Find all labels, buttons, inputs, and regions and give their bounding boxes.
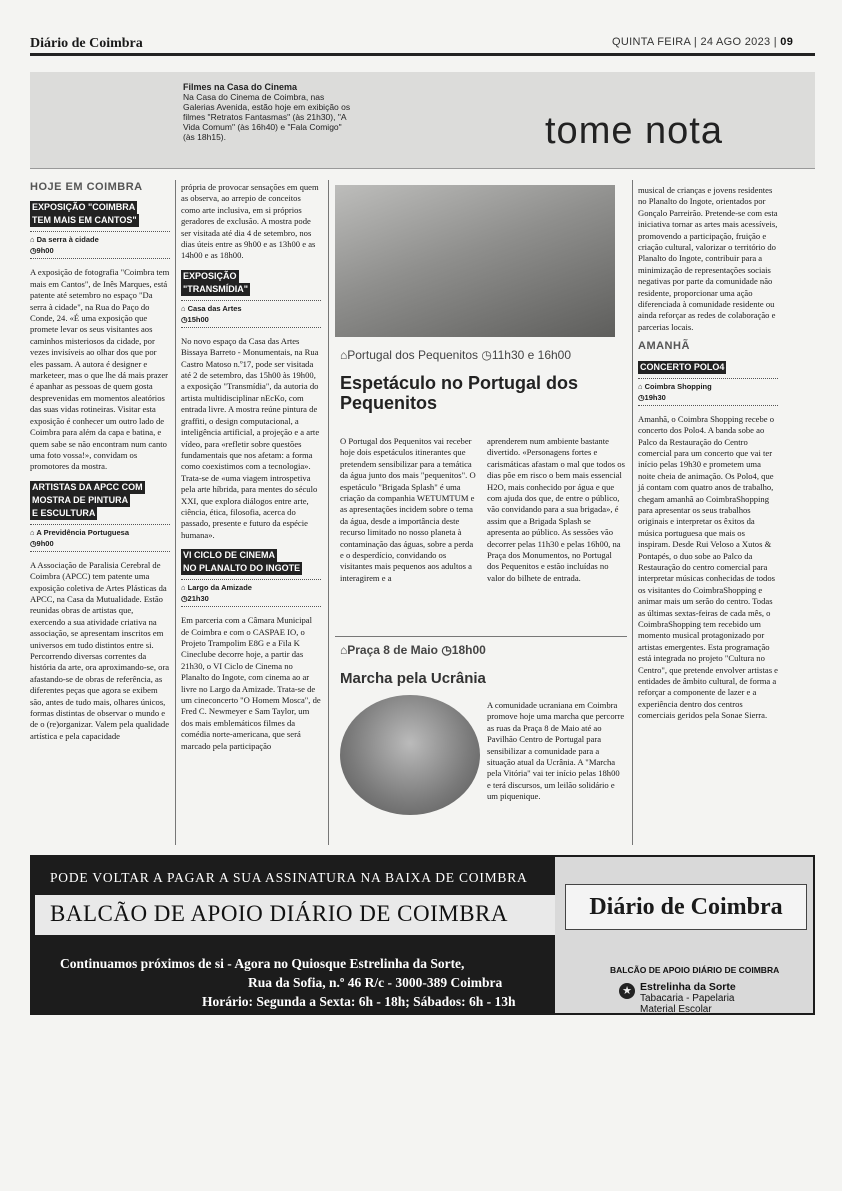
story-divider — [335, 636, 627, 637]
story-time: 11h30 e 16h00 — [491, 348, 572, 362]
event-text: musical de crianças e jovens residentes no Planalto do Ingote, orientados por Gonçalo Parreirão. Pretende-se com esta iniciativa tornar as artes mais acessíveis, promovendo a participação, fruição e criação cultural, valorizar o território do Planalto do Ingote, contribuir para a minimização de representações sociais negativas por parte da comunidade não residente, proporcionar uma ação diferenciada à comunidade residente ou ainda reforçar as redes de colaboração e parcerias locais. — [638, 185, 778, 332]
event-tag: E ESCULTURA — [32, 507, 96, 518]
ad-line3: Continuamos próximos de si - Agora no Quiosque Estrelinha da Sorte, — [60, 956, 465, 971]
event-tag: NO PLANALTO DO INGOTE — [183, 563, 301, 574]
event-time: 9h00 — [36, 246, 54, 256]
films-text: Na Casa do Cinema de Coimbra, nas Galerias Avenida, estão hoje em exibição os filmes "Retratos Fantasmas" (às 21h30), "A Vida Comum" (às 16h40) e "Fala Comigo" (às 18h15). — [183, 92, 351, 142]
event-tag: CONCERTO POLO4 — [640, 361, 725, 372]
clock-icon: ◷ — [441, 643, 452, 657]
films-title: Filmes na Casa do Cinema — [183, 82, 298, 92]
clock-icon: ◷ — [30, 246, 37, 256]
column-hoje — [30, 182, 170, 742]
location-icon: ⌂ — [30, 235, 35, 245]
event-text: A exposição de fotografia "Coimbra tem mais em Cantos", de Inês Marques, está patente até setembro no espaço "Da serra à cidade", na Rua do Paço do Conde, 24. «É uma exposição que promete levar os seus visitantes aos caminhos misteriosos da cidade, por vezes invisíveis ao olhar dos que por eles passam. A autora é designer e marketeer, mas o que lhe dá mais prazer é apanhar as pessoas de quem gosta desprevenidas em momentos aleatórios das suas vidas rotineiras. Visitar esta exposição é conhecer um outro lado de Coimbra para além da capa e batina, e quem sabe se não encontram num canto uma foto vossa!», convidam os promotores da mostra. — [30, 267, 170, 472]
event-meta — [181, 300, 321, 328]
location-icon: ⌂ — [340, 643, 348, 657]
column-divider — [328, 180, 329, 845]
dateline — [612, 36, 793, 48]
ad-line4: Rua da Sofia, n.º 46 R/c - 3000-389 Coimbra — [248, 975, 503, 990]
section-hoje: HOJE EM COIMBRA — [30, 181, 143, 193]
page-number: 09 — [780, 36, 794, 48]
story-text: A comunidade ucraniana em Coimbra promove hoje uma marcha que percorre as ruas da Praça 8 de Maio até ao Pavilhão Centro de Portugal para sensibilizar a comunidade para a situação atual da Ucrânia. A "Marcha pela Vitória" vai ter início pelas 18h00 e terá discursos, um leilão solidário e um piquenique. — [487, 700, 625, 802]
star-icon: ★ — [619, 983, 635, 999]
event-meta — [30, 524, 170, 552]
ad-line5: Horário: Segunda a Sexta: 6h - 18h; Sábados: 6h - 13h — [202, 994, 516, 1009]
films-note — [183, 82, 353, 142]
location-icon: ⌂ — [638, 381, 643, 391]
date-text: QUINTA FEIRA | 24 AGO 2023 | — [612, 36, 777, 48]
event-meta — [638, 378, 778, 406]
event-text: A Associação de Paralisia Cerebral de Coimbra (APCC) tem patente uma exposição coletiva de Artes Plásticas da APCC, na Casa da Mutualidade. Estão reunidas obras de artistas que, exercendo a sua atividade criativa na associação, se apresentam inscritos em universos em tudo distintos entre si. Percorrendo diversas correntes da história da arte, ora aproximando-se, ora afastando-se de obras de referência, as diferentes peças que agora se exibem são, antes de tudo mais, olhares únicos, formas distintas de observar o mundo e de o (re)organizar. Valem pela qualidade artística e pela capacidade — [30, 559, 170, 741]
location-icon: ⌂ — [181, 583, 186, 593]
story-location: ⌂Portugal dos Pequenitos ◷11h30 e 16h00 — [340, 348, 572, 362]
ad-line1: PODE VOLTAR A PAGAR A SUA ASSINATURA NA BAIXA DE COIMBRA — [50, 870, 528, 885]
event-text: Em parceria com a Câmara Municipal de Coimbra e com o CASPAE IO, o Projeto Trampolim E8G e a Fila K Cineclube decorre hoje, a partir das 21h30, o VI Ciclo de Cinema no Planalto do Ingote, com cinema ao ar livre no Largo da Amizade. Trata-se de um cineconcerto "O Homem Mosca", de Fred C. Newmeyer e Sam Taylor, um dos mais emblemáticos filmes da comédia norte-americana, que será marcado pela participação — [181, 615, 321, 751]
header-rule — [30, 53, 815, 56]
clock-icon: ◷ — [481, 348, 492, 362]
clock-icon: ◷ — [181, 594, 188, 604]
event-place: Coimbra Shopping — [644, 381, 712, 391]
column-divider — [175, 180, 176, 845]
event-meta — [181, 579, 321, 607]
event-meta — [30, 231, 170, 259]
shop-line2: Material Escolar — [640, 1004, 712, 1015]
clock-icon: ◷ — [30, 538, 37, 548]
photo-marcha — [340, 695, 480, 815]
event-tag: ARTISTAS DA APCC COM — [32, 481, 143, 492]
event-text: própria de provocar sensações em quem as observa, ao arrepio de conceitos como arte inclusiva, em si próprios geradores de exclusão. A mostra pode ser visitada até dia 4 de setembro, nos dias úteis entre as 9h00 e as 13h00 e as 14h00 e as 18h00. — [181, 182, 319, 261]
event-tag: EXPOSIÇÃO "COIMBRA — [32, 202, 136, 213]
story-text: O Portugal dos Pequenitos vai receber hoje dois espetáculos itinerantes que pretendem sensibilizar para a temática da água junto dos mais "pequenitos". O espetáculo "Brigada Splash" é uma criação da companhia WETUMTUM e as apresentações incidem sobre o tema da água, desde a importância deste recurso limitado no nosso planeta à contaminação das águas, sobre a perda e o desperdício, convidando os visitantes mais pequenos aos adultos a interagirem e a — [340, 436, 476, 583]
column-divider — [632, 180, 633, 845]
event-place: Da serra à cidade — [36, 235, 99, 245]
ad-logo: Diário de Coimbra — [565, 884, 807, 930]
event-tag: EXPOSIÇÃO — [183, 270, 237, 281]
event-tag: TEM MAIS EM CANTOS" — [32, 215, 137, 226]
clock-icon: ◷ — [638, 392, 645, 402]
photo-brigada-splash — [335, 185, 615, 337]
ad-balcao: BALCÃO DE APOIO DIÁRIO DE COIMBRA — [610, 965, 780, 975]
shop-line1: Tabacaria - Papelaria — [640, 993, 735, 1004]
ad-shop — [640, 982, 736, 1015]
location-icon: ⌂ — [340, 348, 348, 362]
column-2 — [181, 182, 321, 752]
event-place: Largo da Amizade — [187, 583, 252, 593]
ad-title: BALCÃO DE APOIO DIÁRIO DE COIMBRA — [50, 901, 508, 926]
story-headline: Marcha pela Ucrânia — [340, 670, 486, 687]
location-icon: ⌂ — [181, 303, 186, 313]
location-icon: ⌂ — [30, 527, 35, 537]
story-text: aprenderem num ambiente bastante divertido. «Personagens fortes e carismáticas afastam o mal que todos os dias põe em risco o bem mais essencial H2O, mais conhecido por água e que com ajuda dos que, de entre o público, vão convidando para a sua brigada», é assim que a Brigada Splash se apresenta ao público. As sessões vão decorrer pelas 11h30 e pelas 16h00, na Praça dos Monumentos, no Portugal dos Pequenitos e estão incluídas no valor do bilhete de entrada. — [487, 436, 625, 583]
section-amanha: AMANHÃ — [638, 340, 690, 353]
story-location: ⌂Praça 8 de Maio ◷18h00 — [340, 643, 486, 657]
event-time: 15h00 — [187, 314, 209, 324]
event-time: 9h00 — [36, 538, 54, 548]
story-time: 18h00 — [451, 643, 486, 657]
story-headline: Espetáculo no Portugal dos Pequenitos — [340, 373, 579, 413]
event-tag: MOSTRA DE PINTURA — [32, 494, 129, 505]
shop-name: Estrelinha da Sorte — [640, 981, 736, 993]
masthead: Diário de Coimbra — [30, 36, 143, 51]
event-time: 21h30 — [187, 594, 209, 604]
section-title: tome nota — [545, 110, 723, 152]
event-place: Casa das Artes — [187, 303, 242, 313]
event-tag: VI CICLO DE CINEMA — [183, 550, 276, 561]
ad-address — [60, 954, 516, 1011]
event-tag: "TRANSMÍDIA" — [183, 283, 249, 294]
column-amanha — [638, 185, 778, 722]
event-text: No novo espaço da Casa das Artes Bissaya Barreto - Monumentais, na Rua Castro Matoso n.º17, pode ser visitada até 2 de setembro, das 15h00 às 19h00, a exposição "Transmídia", da autoria do artista multidisciplinar nEcKo, com entrada livre. A mostra reúne pintura de graffiti, o design computacional, a inteligência artificial, a projeção e a arte vídeo, para «refletir sobre questões fundamentais que nos afetam: a forma como coexistimos com a tecnologia». Trata-se de «uma viagem introspetiva pela arte híbrida, para mentes do século XXI, que explora diálogos entre arte, ciência, ética, filosofia, acerca do passado, presente e futuro da espécie humana». — [181, 335, 320, 540]
clock-icon: ◷ — [181, 314, 188, 324]
event-text: Amanhã, o Coimbra Shopping recebe o concerto dos Polo4. A banda sobe ao Palco da Restauração do Centro comercial para um concerto que vai ter início pelas 19h30 e prometem uma noite cheia de animação. Os Polo4, que já contam com quatro anos de trabalho, chegam amanhã ao CoimbraShopping para apresentar os seus trabalhos originais e interpretar os êxitos da música portuguesa que mais os inspiram. Desde Rui Veloso a Xutos & Pontapés, o duo sobe ao Palco da Restauração do centro comercial para interpretar músicas conhecidas de todos os visitantes do CoimbraShopping e animar mais um serão do centro. Todas as últimas sextas-feiras de cada mês, o CoimbraShopping tem recebido um momento musical protagonizado por artistas emergentes. Esta programação está integrada no projeto "Cultura no Centro", que pretende envolver artistas e entidades de âmbito cultural, de forma a reforçar a componente de lazer e a experiência dentro dos centros comerciais geridos pela Sonae Sierra. — [638, 413, 779, 721]
event-time: 19h30 — [644, 392, 666, 402]
event-place: A Previdência Portuguesa — [36, 527, 130, 537]
